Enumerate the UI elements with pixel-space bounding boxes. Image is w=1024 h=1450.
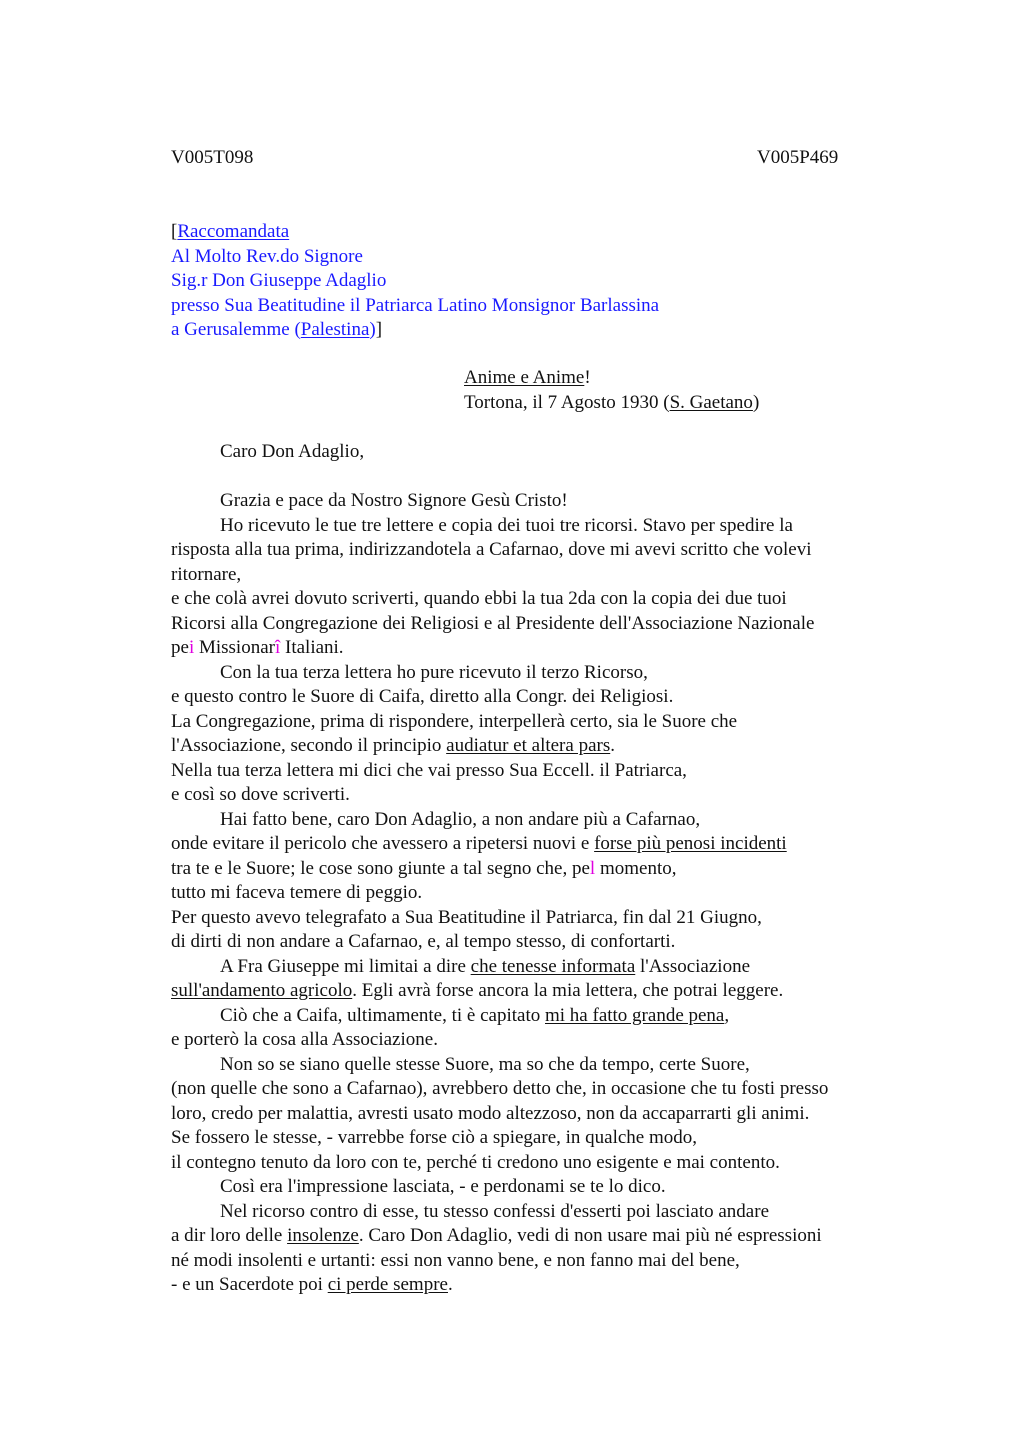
address-line-5 (171, 318, 659, 343)
motto-line (464, 366, 759, 391)
body-line: Hai fatto bene, caro Don Adaglio, a non andare più a Cafarnao, (220, 808, 701, 830)
underlined-phrase: insolenze (287, 1225, 359, 1246)
text-run: - e un Sacerdote poi (171, 1274, 328, 1295)
address-line-3: Sig.r Don Giuseppe Adaglio (171, 270, 387, 291)
address-line-2: Al Molto Rev.do Signore (171, 245, 363, 267)
date-text: Tortona, il 7 Agosto 1930 ( (464, 391, 670, 413)
body-line (171, 857, 901, 882)
body-line (171, 955, 901, 980)
text-run: . Caro Don Adaglio, vedi di non usare mai più né espressioni (358, 1225, 822, 1246)
underlined-phrase: sull'andamento agricolo (171, 980, 353, 1001)
body-line (171, 1273, 901, 1298)
body-line: ritornare, (171, 563, 242, 585)
text-run: a dir loro delle (171, 1225, 288, 1246)
body-line: e questo contro le Suore di Caifa, diretto alla Congr. dei Religiosi. (171, 686, 674, 707)
body-line: Ho ricevuto le tue tre lettere e copia dei tuoi tre ricorsi. Stavo per spedire la (220, 514, 793, 536)
body-line: e che colà avrei dovuto scriverti, quando ebbi la tua 2da con la copia dei due tuoi (171, 588, 787, 609)
correction-mark: i (188, 637, 195, 658)
text-run: . (447, 1274, 453, 1295)
body-line: e così so dove scriverti. (171, 784, 350, 805)
dateline-block (464, 366, 759, 415)
body-line: Per questo avevo telegrafato a Sua Beatitudine il Patriarca, fin dal 21 Giugno, (171, 906, 762, 928)
body-line: La Congregazione, prima di rispondere, interpellerà certo, sia le Suore che (171, 710, 738, 732)
text-run: l'Associazione (635, 955, 751, 977)
body-line: tutto mi faceva temere di peggio. (171, 882, 423, 903)
saint-name: S. Gaetano (669, 391, 753, 413)
underlined-phrase: ci perde sempre (327, 1274, 448, 1295)
body-line: Se fossero le stesse, - varrebbe forse ciò a spiegare, in qualche modo, (171, 1127, 698, 1148)
body-line: Nel ricorso contro di esse, tu stesso confessi d'esserti poi lasciato andare (220, 1200, 769, 1222)
body-line: né modi insolenti e urtanti: essi non vanno bene, e non fanno mai del bene, (171, 1249, 740, 1271)
raccomandata-link[interactable]: Raccomandata (177, 221, 290, 242)
body-line (171, 734, 901, 759)
body-line: Ricorsi alla Congregazione dei Religiosi e al Presidente dell'Associazione Nazionale (171, 612, 815, 634)
body-line: e porterò la cosa alla Associazione. (171, 1029, 438, 1050)
text-run: l'Associazione, secondo il principio (171, 735, 447, 756)
underlined-phrase: mi ha fatto grande pena (545, 1004, 725, 1026)
body-line: Con la tua terza lettera ho pure ricevuto il terzo Ricorso, (220, 661, 648, 683)
address-paren-close: ) (369, 319, 376, 340)
text-run: . (610, 735, 615, 756)
text-run: . Egli avrà forse ancora la mia lettera, che potrai leggere. (352, 980, 784, 1001)
document-code-left: V005T098 (171, 147, 254, 168)
palestina-link[interactable]: Palestina (300, 319, 370, 340)
text-run: , (724, 1004, 730, 1026)
address-line-4: presso Sua Beatitudine il Patriarca Latino Monsignor Barlassina (171, 294, 660, 316)
text-run: Missionar (194, 637, 275, 658)
address-city: a Gerusalemme ( (171, 319, 301, 340)
text-run: Italiani. (280, 637, 344, 658)
body-line (171, 1224, 901, 1249)
motto-exclamation: ! (584, 367, 591, 388)
body-line (171, 1004, 901, 1029)
body-line (171, 636, 901, 661)
body-line: Così era l'impressione lasciata, - e perdonami se te lo dico. (220, 1176, 666, 1197)
body-line: Nella tua terza lettera mi dici che vai presso Sua Eccell. il Patriarca, (171, 759, 687, 781)
address-block (171, 220, 659, 343)
body-line: di dirti di non andare a Cafarnao, e, al tempo stesso, di confortarti. (171, 931, 676, 952)
correction-mark: î (274, 637, 281, 658)
address-line-1 (171, 220, 659, 245)
body-line (171, 979, 901, 1004)
open-bracket: [ (171, 221, 178, 242)
body-line: (non quelle che sono a Cafarnao), avrebbero detto che, in occasione che tu fosti presso (171, 1078, 829, 1099)
text-run: momento, (595, 857, 677, 879)
date-line (464, 391, 759, 416)
body-line: Non so se siano quelle stesse Suore, ma so che da tempo, certe Suore, (220, 1053, 750, 1075)
underlined-phrase: che tenesse informata (470, 955, 636, 977)
body-line: loro, credo per malattia, avresti usato modo altezzoso, non da accaparrarti gli animi. (171, 1102, 810, 1124)
salutation: Caro Don Adaglio, (220, 441, 365, 462)
underlined-phrase: audiatur et altera pars (446, 735, 611, 756)
body-line: il contegno tenuto da loro con te, perché ti credono uno esigente e mai contento. (171, 1151, 780, 1173)
letter-body (171, 489, 901, 1298)
date-paren-close: ) (752, 391, 760, 413)
motto: Anime e Anime (464, 367, 585, 388)
underlined-phrase: forse più penosi incidenti (594, 833, 787, 854)
text-run: Ciò che a Caifa, ultimamente, ti è capitato (220, 1004, 545, 1026)
page-code-right: V005P469 (757, 147, 839, 168)
text-run: A Fra Giuseppe mi limitai a dire (220, 955, 471, 977)
correction-mark: l (589, 857, 596, 879)
body-line (171, 832, 901, 857)
close-bracket: ] (375, 319, 383, 340)
text-run: onde evitare il pericolo che avessero a ripetersi nuovi e (171, 833, 595, 854)
body-line: Grazia e pace da Nostro Signore Gesù Cristo! (220, 490, 568, 511)
body-line: risposta alla tua prima, indirizzandotela a Cafarnao, dove mi avevi scritto che volevi (171, 539, 812, 560)
text-run: tra te e le Suore; le cose sono giunte a tal segno che, pe (171, 857, 590, 879)
text-run: pe (171, 637, 189, 658)
